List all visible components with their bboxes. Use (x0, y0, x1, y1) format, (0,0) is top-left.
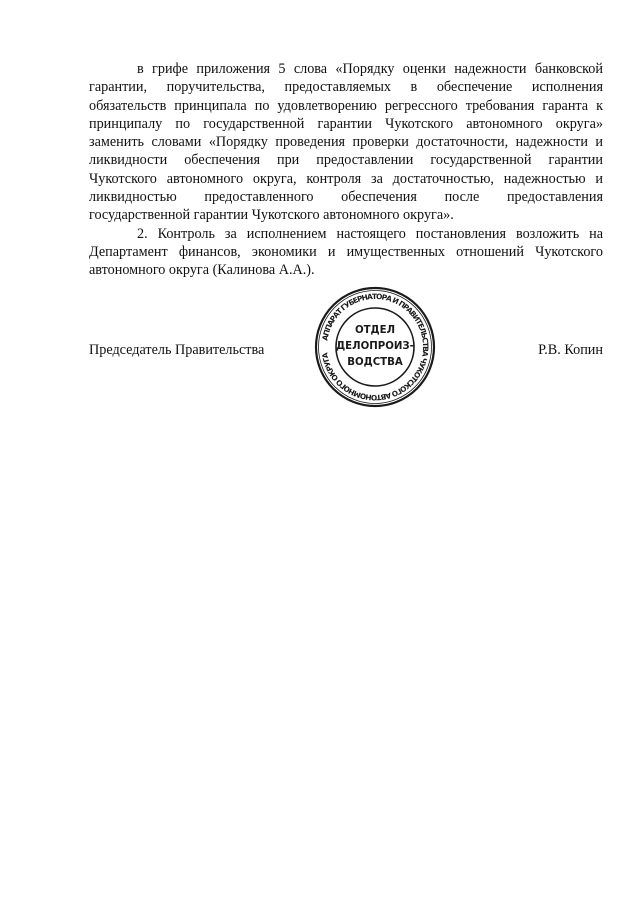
official-stamp (312, 284, 438, 410)
paragraph-amendment: в грифе приложения 5 слова «Порядку оценки надежности банковской гарантии, поручительства, предоставляемых в обеспечение исполнения обязательств принципала по удовлетворению регрессного требования гаранта к принципалу по государственной гарантии Чукотского автономного округа» заменить словами «Порядку проведения проверки достаточности, надежности и ликвидности обеспечения при предоставлении государственной гарантии Чукотского автономного округа, контроля за достаточностью, надежностью и ликвидностью предоставленного обеспечения после предоставления государственной гарантии Чукотского автономного округа». (89, 61, 603, 224)
signatory-name: Р.В. Копин (538, 342, 603, 358)
paragraph-control: 2. Контроль за исполнением настоящего постановления возложить на Департамент финансов, экономики и имущественных отношений Чукотского автономного округа (Калинова А.А.). (89, 225, 603, 279)
signatory-position: Председатель Правительства (89, 342, 265, 358)
stamp-line-3: ВОДСТВА (347, 357, 403, 368)
stamp-line-1: ОТДЕЛ (354, 325, 396, 336)
document-body (89, 60, 603, 280)
stamp-line-2: ДЕЛОПРОИЗ- (336, 341, 414, 352)
stamp-ring-text: АППАРАТ ГУБЕРНАТОРА И ПРАВИТЕЛЬСТВА ЧУКОТСКОГО АВТОНОМНОГО ОКРУГА (320, 291, 431, 403)
